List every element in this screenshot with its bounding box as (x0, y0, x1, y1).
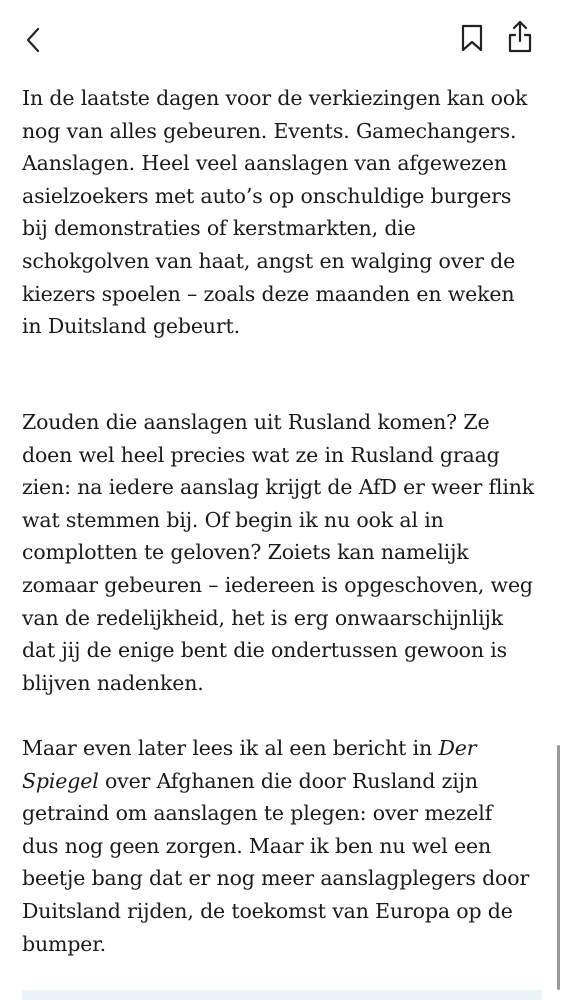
scrollbar[interactable] (557, 745, 560, 990)
paragraph-text: Maar even later lees ik al een bericht in (22, 736, 439, 760)
bookmark-button[interactable] (452, 18, 492, 58)
article-paragraph (22, 732, 542, 960)
bookmark-icon (459, 23, 485, 53)
publication-title: Der (438, 736, 477, 760)
chevron-left-icon (22, 26, 46, 54)
share-button[interactable] (500, 16, 540, 56)
next-content-strip (22, 990, 542, 1000)
article-paragraph: In de laatste dagen voor de verkiezingen kan ook nog van alles gebeuren. Events. Gamechangers. Aanslagen. Heel veel aanslagen van afgewezen asielzoekers met auto’s op onschuldige burgers bij demonstraties of kerstmarkten, die schokgolven van haat, angst en walging over de kiezers spoelen – zoals deze maanden en weken in Duitsland gebeurt. (22, 86, 528, 339)
top-toolbar (0, 0, 562, 80)
share-icon (506, 19, 534, 53)
paragraph-text: over Afghanen die door Rusland zijn getraind om aanslagen te plegen: over mezelf dus nog geen zorgen. Maar ik ben nu wel een beetje bang dat er nog meer aanslagplegers door Duitsland rijden, de toekomst van Europa op de bumper. (22, 768, 530, 956)
publication-title: Spiegel (22, 768, 99, 793)
article-paragraph: Zouden die aanslagen uit Rusland komen? Ze doen wel heel precies wat ze in Rusland graag zien: na iedere aanslag krijgt de AfD er weer flink wat stemmen bij. Of begin ik nu ook al in complotten te geloven? Zoiets kan namelijk zomaar gebeuren – iedereen is opgeschoven, weg van de redelijkheid, het is erg onwaarschijnlijk dat jij de enige bent die ondertussen gewoon is blijven nadenken. (22, 410, 535, 695)
back-button[interactable] (14, 20, 54, 60)
